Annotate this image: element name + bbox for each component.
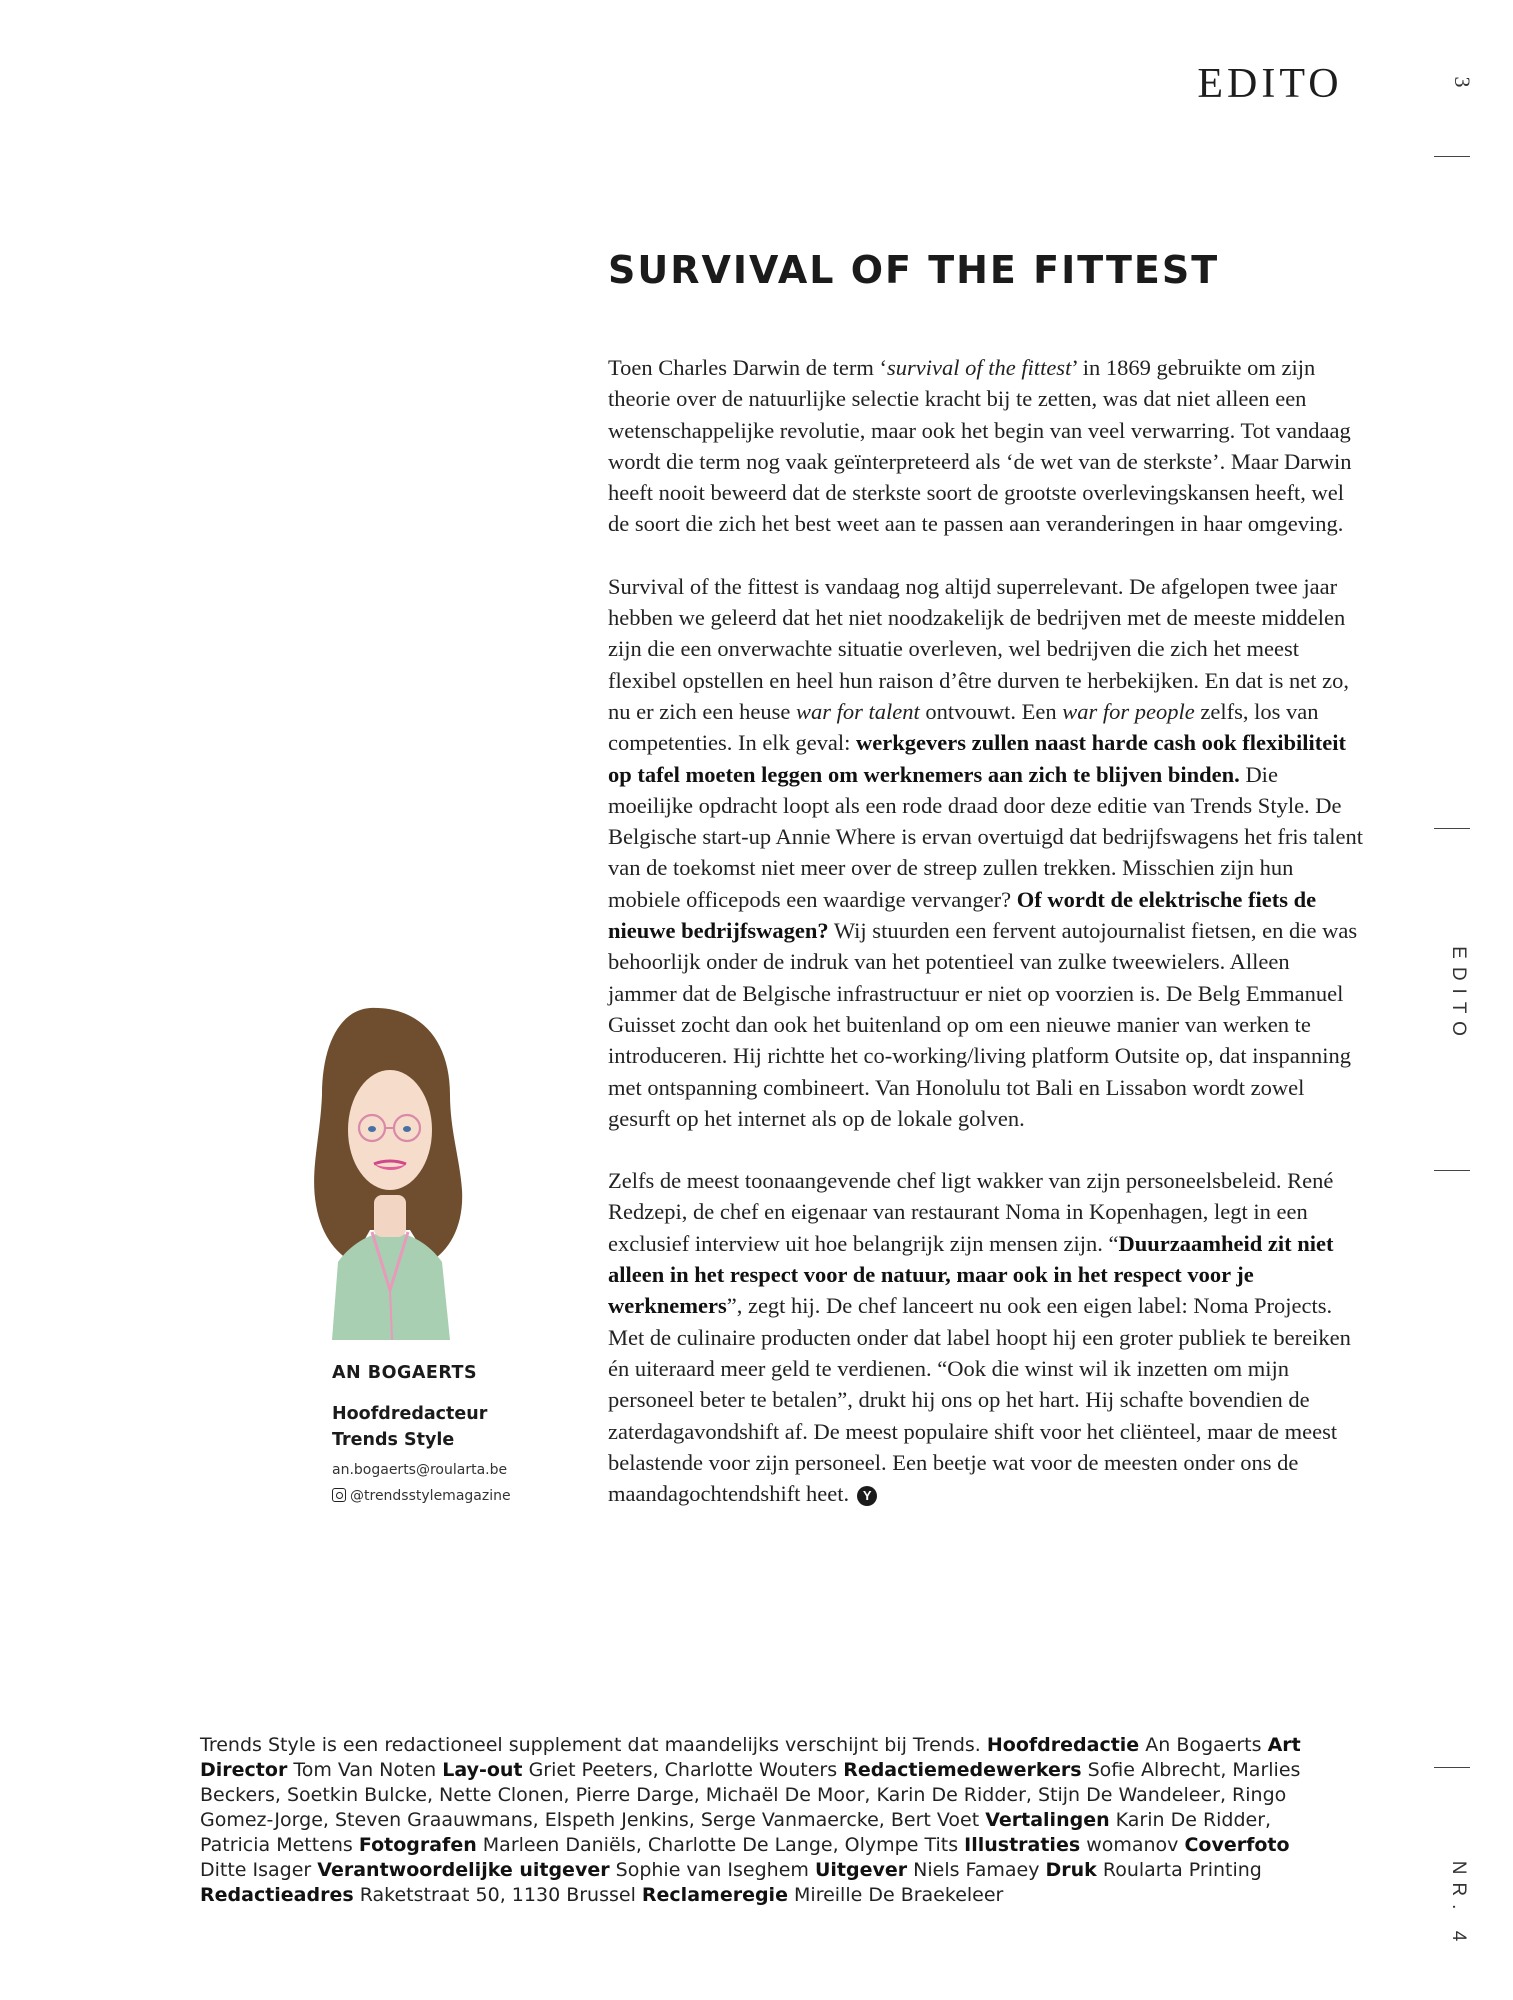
margin-rule — [1434, 828, 1470, 829]
margin-rule — [1434, 156, 1470, 157]
end-mark-icon: Y — [857, 1486, 877, 1506]
margin-rule — [1434, 1170, 1470, 1171]
portrait-neck — [374, 1195, 406, 1237]
author-card — [332, 1363, 552, 1509]
author-instagram[interactable] — [332, 1483, 552, 1509]
article-body — [608, 352, 1363, 1540]
author-portrait-illustration — [310, 1000, 470, 1340]
colophon: Trends Style is een redactioneel supplement dat maandelijks verschijnt bij Trends. Hoofdredactie An Bogaerts Art Director Tom Van Noten Lay-out Griet Peeters, Charlotte Wouters Redactiemedewerkers Sofie Albrecht, Marlies Beckers, Soetkin Bulcke, Nette Clonen, Pierre Darge, Michaël De Moor, Karin De Ridder, Stijn De Wandeleer, Ringo Gomez-Jorge, Steven Graauwmans, Elspeth Jenkins, Serge Vanmaercke, Bert Voet Vertalingen Karin De Ridder, Patricia Mettens Fotografen Marleen Daniëls, Charlotte De Lange, Olympe Tits Illustraties womanov Coverfoto Ditte Isager Verantwoordelijke uitgever Sophie van Iseghem Uitgever Niels Famaey Druk Roularta Printing Redactieadres Raketstraat 50, 1130 Brussel Reclameregie Mireille De Braekeleer — [200, 1734, 1301, 1906]
author-email[interactable]: an.bogaerts@roularta.be — [332, 1462, 508, 1478]
paragraph: Zelfs de meest toonaangevende chef ligt wakker van zijn personeelsbeleid. René Redzepi, de chef en eigenaar van restaurant Noma in Kopenhagen, legt in een exclusief interview uit hoe belangrijk zijn mensen zijn. “Duurzaamheid zit niet alleen in het respect voor de natuur, maar ook in het respect voor je werknemers”, zegt hij. De chef lanceert nu ook een eigen label: Noma Projects. Met de culinaire producten onder dat label hoopt hij een groter publiek te bereiken én uiteraard meer geld te verdienen. “Ook die winst wil ik inzetten om mijn personeel beter te betalen”, drukt hij ons op het hart. Hij schafte bovendien de zaterdagavondshift af. De meest populaire shift voor het cliënteel, maar de meest belastende voor zijn personeel. Een beetje wat voor de meesten onder ons de maandagochtendshift heet. Y — [608, 1168, 1351, 1507]
page-number: 3 — [1450, 76, 1475, 88]
author-name: AN BOGAERTS — [332, 1363, 478, 1383]
side-section-tag: EDITO — [1448, 946, 1469, 1044]
margin-rule — [1434, 1767, 1470, 1768]
author-publication: Trends Style — [332, 1430, 455, 1450]
highlight-text: werkgevers zullen naast harde cash ook flexibiliteit op tafel moeten leggen om werknemers aan zich te blijven binden. — [608, 730, 1347, 787]
headline: SURVIVAL OF THE FITTEST — [608, 248, 1220, 292]
instagram-handle[interactable]: @trendsstylemagazine — [350, 1488, 511, 1504]
paragraph: Toen Charles Darwin de term ‘survival of the fittest’ in 1869 gebruikte om zijn theorie over de natuurlijke selectie kracht bij te zetten, was dat niet alleen een wetenschappelijke revolutie, maar ook het begin van veel verwarring. Tot vandaag wordt die term nog vaak geïnterpreteerd als ‘de wet van de sterkste’. Maar Darwin heeft nooit beweerd dat de sterkste soort de grootste overlevingskansen heeft, wel de soort die zich het best weet aan te passen aan veranderingen in haar omgeving. — [608, 355, 1352, 537]
paragraph: Survival of the fittest is vandaag nog altijd superrelevant. De afgelopen twee jaar hebben we geleerd dat het niet noodzakelijk de bedrijven met de meeste middelen zijn die een onverwachte situatie overleven, wel bedrijven die zich het meest flexibel opstellen en heel hun raison d’être durven te herbekijken. En dat is net zo, nu er zich een heuse war for talent ontvouwt. Een war for people zelfs, los van competenties. In elk geval: werkgevers zullen naast harde cash ook flexibiliteit op tafel moeten leggen om werknemers aan zich te blijven binden. Die moeilijke opdracht loopt als een rode draad door deze editie van Trends Style. De Belgische start-up Annie Where is ervan overtuigd dat bedrijfswagens het fris talent van de toekomst niet meer over de streep zullen trekken. Misschien zijn hun mobiele officepods een waardige vervanger? Of wordt de elektrische fiets de nieuwe bedrijfswagen? Wij stuurden een fervent autojournalist fietsen, en die was behoorlijk onder de indruk van het potentieel van zulke tweewielers. Alleen jammer dat de Belgische infrastructuur er niet op voorzien is. De Belg Emmanuel Guisset zocht dan ook het buitenland op om een nieuwe manier van werken te introduceren. Hij richtte het co-working/living platform Outsite op, dat inspanning met ontspanning combineert. Van Honolulu tot Bali en Lissabon wordt zowel gesurft op het internet als op de lokale golven. — [608, 573, 1363, 1131]
section-label: EDITO — [1197, 61, 1343, 107]
author-role: Hoofdredacteur — [332, 1404, 488, 1424]
highlight-text: Of wordt de elektrische fiets de nieuwe bedrijfswagen? — [608, 886, 1317, 944]
issue-number-tag: NR. 4 — [1448, 1860, 1469, 1950]
instagram-icon — [332, 1488, 346, 1502]
pull-quote-text: Duurzaamheid zit niet alleen in het respect voor de natuur, maar ook in het respect voor je werknemers — [608, 1230, 1334, 1319]
